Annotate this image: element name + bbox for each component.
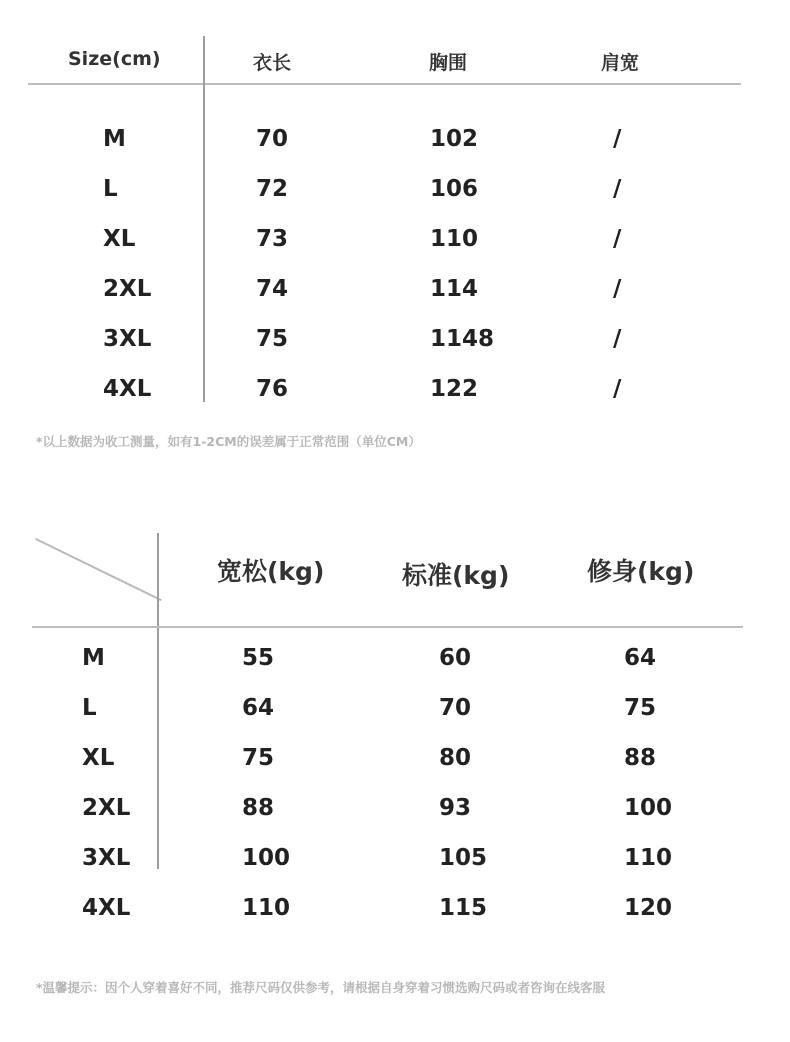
size-cell: 3XL [82,845,131,871]
size-table-column-divider [203,36,205,402]
size-cell: XL [82,745,115,771]
slim-weight-cell: 120 [624,895,673,921]
size-cell: XL [103,226,136,252]
size-table-header-divider [28,83,741,85]
length-cell: 72 [256,176,289,202]
size-cell: 4XL [82,895,131,921]
size-cell: L [103,176,118,202]
shoulder-cell: / [613,126,622,152]
length-cell: 73 [256,226,289,252]
size-table-note: *以上数据为收工测量，如有1-2CM的误差属于正常范围（单位CM） [36,434,421,449]
loose-weight-cell: 100 [242,845,291,871]
length-cell: 76 [256,376,289,402]
length-header: 衣长 [253,52,292,74]
chest-cell: 122 [430,376,479,402]
shoulder-header: 肩宽 [601,52,640,74]
loose-weight-cell: 55 [242,645,275,671]
slim-fit-header: 修身(kg) [587,557,695,586]
loose-weight-cell: 88 [242,795,275,821]
shoulder-cell: / [613,226,622,252]
weight-table-header-divider [32,626,743,628]
slim-weight-cell: 110 [624,845,673,871]
loose-weight-cell: 75 [242,745,275,771]
shoulder-cell: / [613,326,622,352]
slim-weight-cell: 75 [624,695,657,721]
length-cell: 75 [256,326,289,352]
size-cell: 2XL [82,795,131,821]
length-cell: 70 [256,126,289,152]
chest-cell: 106 [430,176,479,202]
regular-weight-cell: 70 [439,695,472,721]
regular-weight-cell: 115 [439,895,488,921]
shoulder-cell: / [613,376,622,402]
loose-fit-header: 宽松(kg) [217,557,325,586]
shoulder-cell: / [613,276,622,302]
chest-cell: 1148 [430,326,495,352]
corner-diagonal-line [35,538,162,601]
size-cell: 4XL [103,376,152,402]
size-cell: 3XL [103,326,152,352]
regular-fit-header: 标准(kg) [402,561,510,590]
chest-cell: 114 [430,276,479,302]
slim-weight-cell: 64 [624,645,657,671]
regular-weight-cell: 60 [439,645,472,671]
chest-cell: 102 [430,126,479,152]
size-cell: 2XL [103,276,152,302]
regular-weight-cell: 105 [439,845,488,871]
slim-weight-cell: 88 [624,745,657,771]
slim-weight-cell: 100 [624,795,673,821]
loose-weight-cell: 64 [242,695,275,721]
regular-weight-cell: 80 [439,745,472,771]
chest-header: 胸围 [429,52,468,74]
chest-cell: 110 [430,226,479,252]
size-header: Size(cm) [68,48,161,70]
regular-weight-cell: 93 [439,795,472,821]
length-cell: 74 [256,276,289,302]
weight-table-column-divider [157,533,159,869]
shoulder-cell: / [613,176,622,202]
size-cell: L [82,695,97,721]
weight-table-note: *温馨提示：因个人穿着喜好不同，推荐尺码仅供参考，请根据自身穿着习惯选购尺码或者咨询在线客服 [36,980,606,995]
size-cell: M [103,126,126,152]
size-cell: M [82,645,105,671]
loose-weight-cell: 110 [242,895,291,921]
